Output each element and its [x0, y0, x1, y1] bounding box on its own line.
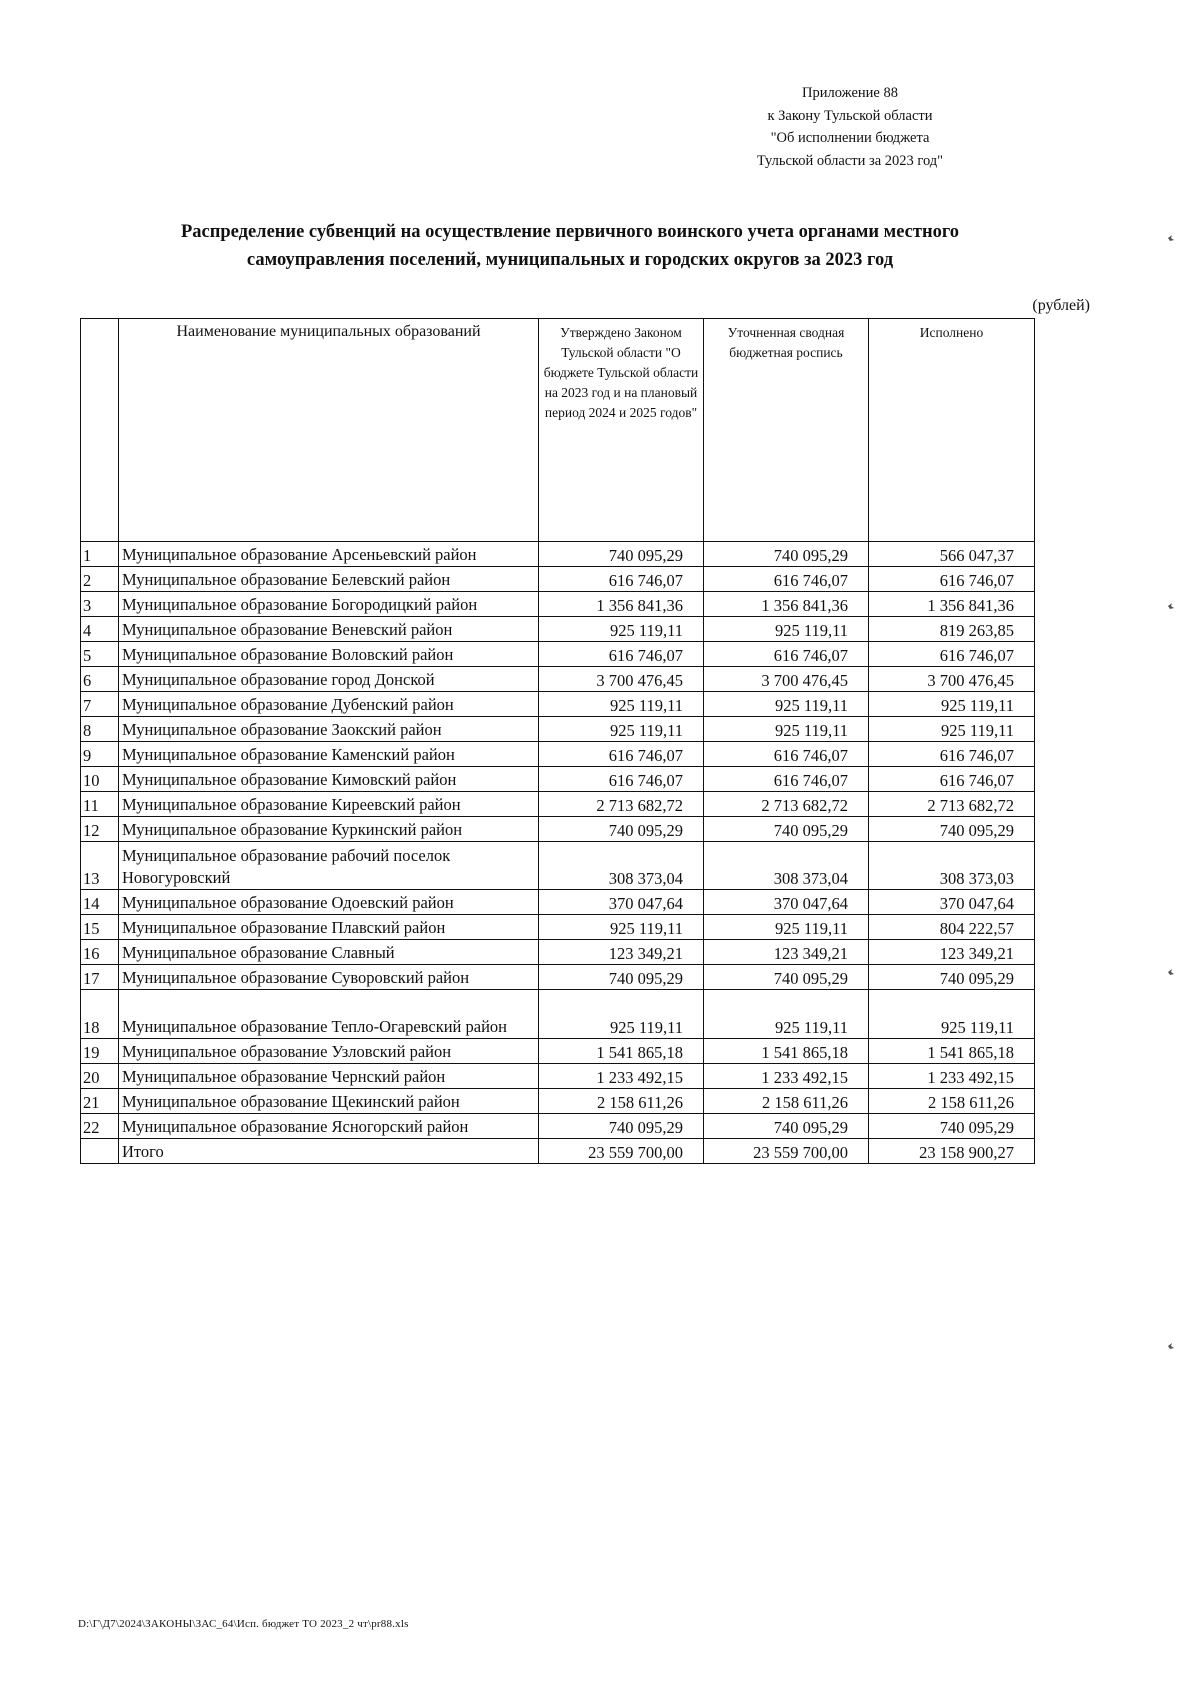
row-revised: 740 095,29: [704, 1114, 869, 1139]
row-approved: 740 095,29: [539, 542, 704, 567]
row-index: 18: [81, 990, 119, 1039]
row-index: 21: [81, 1089, 119, 1114]
row-revised: 925 119,11: [704, 617, 869, 642]
row-approved: 3 700 476,45: [539, 667, 704, 692]
row-revised: 925 119,11: [704, 692, 869, 717]
row-name: Муниципальное образование Воловский район: [119, 642, 539, 667]
row-approved: 740 095,29: [539, 1114, 704, 1139]
row-executed: 804 222,57: [869, 915, 1035, 940]
title-line-1: Распределение субвенций на осуществление первичного воинского учета органами местного: [180, 222, 960, 242]
row-approved: 740 095,29: [539, 965, 704, 990]
table-row: [81, 1089, 1035, 1114]
scan-mark: [1165, 966, 1177, 978]
table-row: [81, 1064, 1035, 1089]
row-executed: 925 119,11: [869, 990, 1035, 1039]
row-index: 2: [81, 567, 119, 592]
row-index: 6: [81, 667, 119, 692]
row-index: 7: [81, 692, 119, 717]
table-row: [81, 965, 1035, 990]
row-executed: 1 541 865,18: [869, 1039, 1035, 1064]
row-index: 22: [81, 1114, 119, 1139]
header-revised: Уточненная сводная бюджетная роспись: [704, 319, 869, 542]
total-approved: 23 559 700,00: [539, 1139, 704, 1164]
row-index: 15: [81, 915, 119, 940]
row-approved: 2 713 682,72: [539, 792, 704, 817]
table-row: [81, 692, 1035, 717]
header-name: Наименование муниципальных образований: [119, 319, 539, 542]
row-executed: 616 746,07: [869, 642, 1035, 667]
unit-label: (рублей): [1032, 297, 1090, 314]
total-row: [81, 1139, 1035, 1164]
row-index: 5: [81, 642, 119, 667]
row-approved: 2 158 611,26: [539, 1089, 704, 1114]
appendix-header: [700, 82, 1000, 172]
row-name: Муниципальное образование Плавский район: [119, 915, 539, 940]
row-executed: 740 095,29: [869, 817, 1035, 842]
row-approved: 925 119,11: [539, 692, 704, 717]
row-executed: 2 713 682,72: [869, 792, 1035, 817]
row-executed: 616 746,07: [869, 742, 1035, 767]
row-revised: 925 119,11: [704, 915, 869, 940]
row-revised: 740 095,29: [704, 542, 869, 567]
table-row: [81, 642, 1035, 667]
table-row: [81, 567, 1035, 592]
row-approved: 1 356 841,36: [539, 592, 704, 617]
appendix-line-2: к Закону Тульской области: [767, 107, 933, 124]
row-name: Муниципальное образование Каменский район: [119, 742, 539, 767]
file-path-footer: D:\Г\Д7\2024\ЗАКОНЫ\ЗАС_64\Исп. бюджет ТО 2023_2 чт\pr88.xls: [78, 1618, 409, 1630]
row-name: Муниципальное образование Славный: [119, 940, 539, 965]
table-row: [81, 542, 1035, 567]
row-name: Муниципальное образование рабочий поселок Новогуровский: [119, 842, 539, 890]
row-index: 4: [81, 617, 119, 642]
row-executed: 3 700 476,45: [869, 667, 1035, 692]
row-index: 3: [81, 592, 119, 617]
row-revised: 123 349,21: [704, 940, 869, 965]
total-label: Итого: [119, 1139, 539, 1164]
scan-mark: [1165, 1340, 1177, 1352]
row-executed: 925 119,11: [869, 717, 1035, 742]
row-name: Муниципальное образование Чернский район: [119, 1064, 539, 1089]
row-revised: 740 095,29: [704, 965, 869, 990]
appendix-line-1: Приложение 88: [802, 85, 898, 101]
row-name: Муниципальное образование Куркинский район: [119, 817, 539, 842]
row-executed: 308 373,03: [869, 842, 1035, 890]
row-executed: 566 047,37: [869, 542, 1035, 567]
row-executed: 740 095,29: [869, 1114, 1035, 1139]
row-name: Муниципальное образование Кимовский район: [119, 767, 539, 792]
row-revised: 740 095,29: [704, 817, 869, 842]
table-row: [81, 617, 1035, 642]
row-approved: 925 119,11: [539, 717, 704, 742]
table-row: [81, 717, 1035, 742]
table-row: [81, 1039, 1035, 1064]
row-name: Муниципальное образование Арсеньевский район: [119, 542, 539, 567]
row-executed: 616 746,07: [869, 767, 1035, 792]
header-approved: Утверждено Законом Тульской области "О бюджете Тульской области на 2023 год и на плановый период 2024 и 2025 годов": [539, 319, 704, 542]
row-name: Муниципальное образование Одоевский район: [119, 890, 539, 915]
row-name: Муниципальное образование Суворовский район: [119, 965, 539, 990]
row-revised: 1 541 865,18: [704, 1039, 869, 1064]
row-approved: 1 541 865,18: [539, 1039, 704, 1064]
row-approved: 616 746,07: [539, 767, 704, 792]
row-index: 12: [81, 817, 119, 842]
row-index: 9: [81, 742, 119, 767]
row-approved: 370 047,64: [539, 890, 704, 915]
document-title: [120, 218, 1020, 274]
row-revised: 308 373,04: [704, 842, 869, 890]
row-name: Муниципальное образование Тепло-Огаревский район: [119, 990, 539, 1039]
row-name: Муниципальное образование Киреевский район: [119, 792, 539, 817]
row-name: Муниципальное образование Дубенский район: [119, 692, 539, 717]
total-revised: 23 559 700,00: [704, 1139, 869, 1164]
row-revised: 370 047,64: [704, 890, 869, 915]
row-revised: 1 233 492,15: [704, 1064, 869, 1089]
table-row: [81, 890, 1035, 915]
row-name: Муниципальное образование Белевский район: [119, 567, 539, 592]
row-approved: 616 746,07: [539, 567, 704, 592]
row-index: 10: [81, 767, 119, 792]
row-executed: 370 047,64: [869, 890, 1035, 915]
row-executed: 925 119,11: [869, 692, 1035, 717]
title-line-2: самоуправления поселений, муниципальных и городских округов за 2023 год: [246, 250, 894, 270]
row-approved: 123 349,21: [539, 940, 704, 965]
row-index: 8: [81, 717, 119, 742]
table-row: [81, 742, 1035, 767]
row-approved: 308 373,04: [539, 842, 704, 890]
appendix-line-3: "Об исполнении бюджета: [770, 130, 930, 146]
row-revised: 616 746,07: [704, 767, 869, 792]
row-revised: 2 713 682,72: [704, 792, 869, 817]
row-revised: 616 746,07: [704, 742, 869, 767]
row-index: 16: [81, 940, 119, 965]
table-row: [81, 1114, 1035, 1139]
row-name: Муниципальное образование Ясногорский район: [119, 1114, 539, 1139]
row-approved: 740 095,29: [539, 817, 704, 842]
table-row: [81, 817, 1035, 842]
row-revised: 1 356 841,36: [704, 592, 869, 617]
table-header-row: [81, 319, 1035, 542]
row-name: Муниципальное образование Богородицкий район: [119, 592, 539, 617]
row-executed: 819 263,85: [869, 617, 1035, 642]
appendix-line-4: Тульской области за 2023 год": [756, 152, 944, 169]
table-row: [81, 667, 1035, 692]
row-index: 13: [81, 842, 119, 890]
table-row: [81, 915, 1035, 940]
scan-mark: [1165, 600, 1177, 612]
row-executed: 1 356 841,36: [869, 592, 1035, 617]
row-index: 17: [81, 965, 119, 990]
header-index: [81, 319, 119, 542]
row-revised: 3 700 476,45: [704, 667, 869, 692]
row-index: 1: [81, 542, 119, 567]
row-name: Муниципальное образование Щекинский район: [119, 1089, 539, 1114]
header-executed: Исполнено: [869, 319, 1035, 542]
row-approved: 616 746,07: [539, 742, 704, 767]
row-approved: 616 746,07: [539, 642, 704, 667]
scan-mark: [1165, 232, 1177, 244]
row-approved: 925 119,11: [539, 915, 704, 940]
row-name: Муниципальное образование Веневский район: [119, 617, 539, 642]
row-executed: 740 095,29: [869, 965, 1035, 990]
row-revised: 616 746,07: [704, 567, 869, 592]
table-row: [81, 792, 1035, 817]
row-revised: 2 158 611,26: [704, 1089, 869, 1114]
row-executed: 2 158 611,26: [869, 1089, 1035, 1114]
row-revised: 925 119,11: [704, 717, 869, 742]
row-index: 14: [81, 890, 119, 915]
subvention-table: [80, 318, 1035, 1164]
row-name: Муниципальное образование Заокский район: [119, 717, 539, 742]
table-row: [81, 592, 1035, 617]
row-approved: 1 233 492,15: [539, 1064, 704, 1089]
row-executed: 123 349,21: [869, 940, 1035, 965]
row-approved: 925 119,11: [539, 990, 704, 1039]
row-index: 19: [81, 1039, 119, 1064]
table-row: [81, 767, 1035, 792]
total-executed: 23 158 900,27: [869, 1139, 1035, 1164]
row-executed: 1 233 492,15: [869, 1064, 1035, 1089]
row-executed: 616 746,07: [869, 567, 1035, 592]
row-name: Муниципальное образование Узловский район: [119, 1039, 539, 1064]
row-revised: 616 746,07: [704, 642, 869, 667]
total-index: [81, 1139, 119, 1164]
table-row: [81, 940, 1035, 965]
row-index: 11: [81, 792, 119, 817]
row-index: 20: [81, 1064, 119, 1089]
table-row: [81, 842, 1035, 890]
row-revised: 925 119,11: [704, 990, 869, 1039]
table-row: [81, 990, 1035, 1039]
row-name: Муниципальное образование город Донской: [119, 667, 539, 692]
row-approved: 925 119,11: [539, 617, 704, 642]
